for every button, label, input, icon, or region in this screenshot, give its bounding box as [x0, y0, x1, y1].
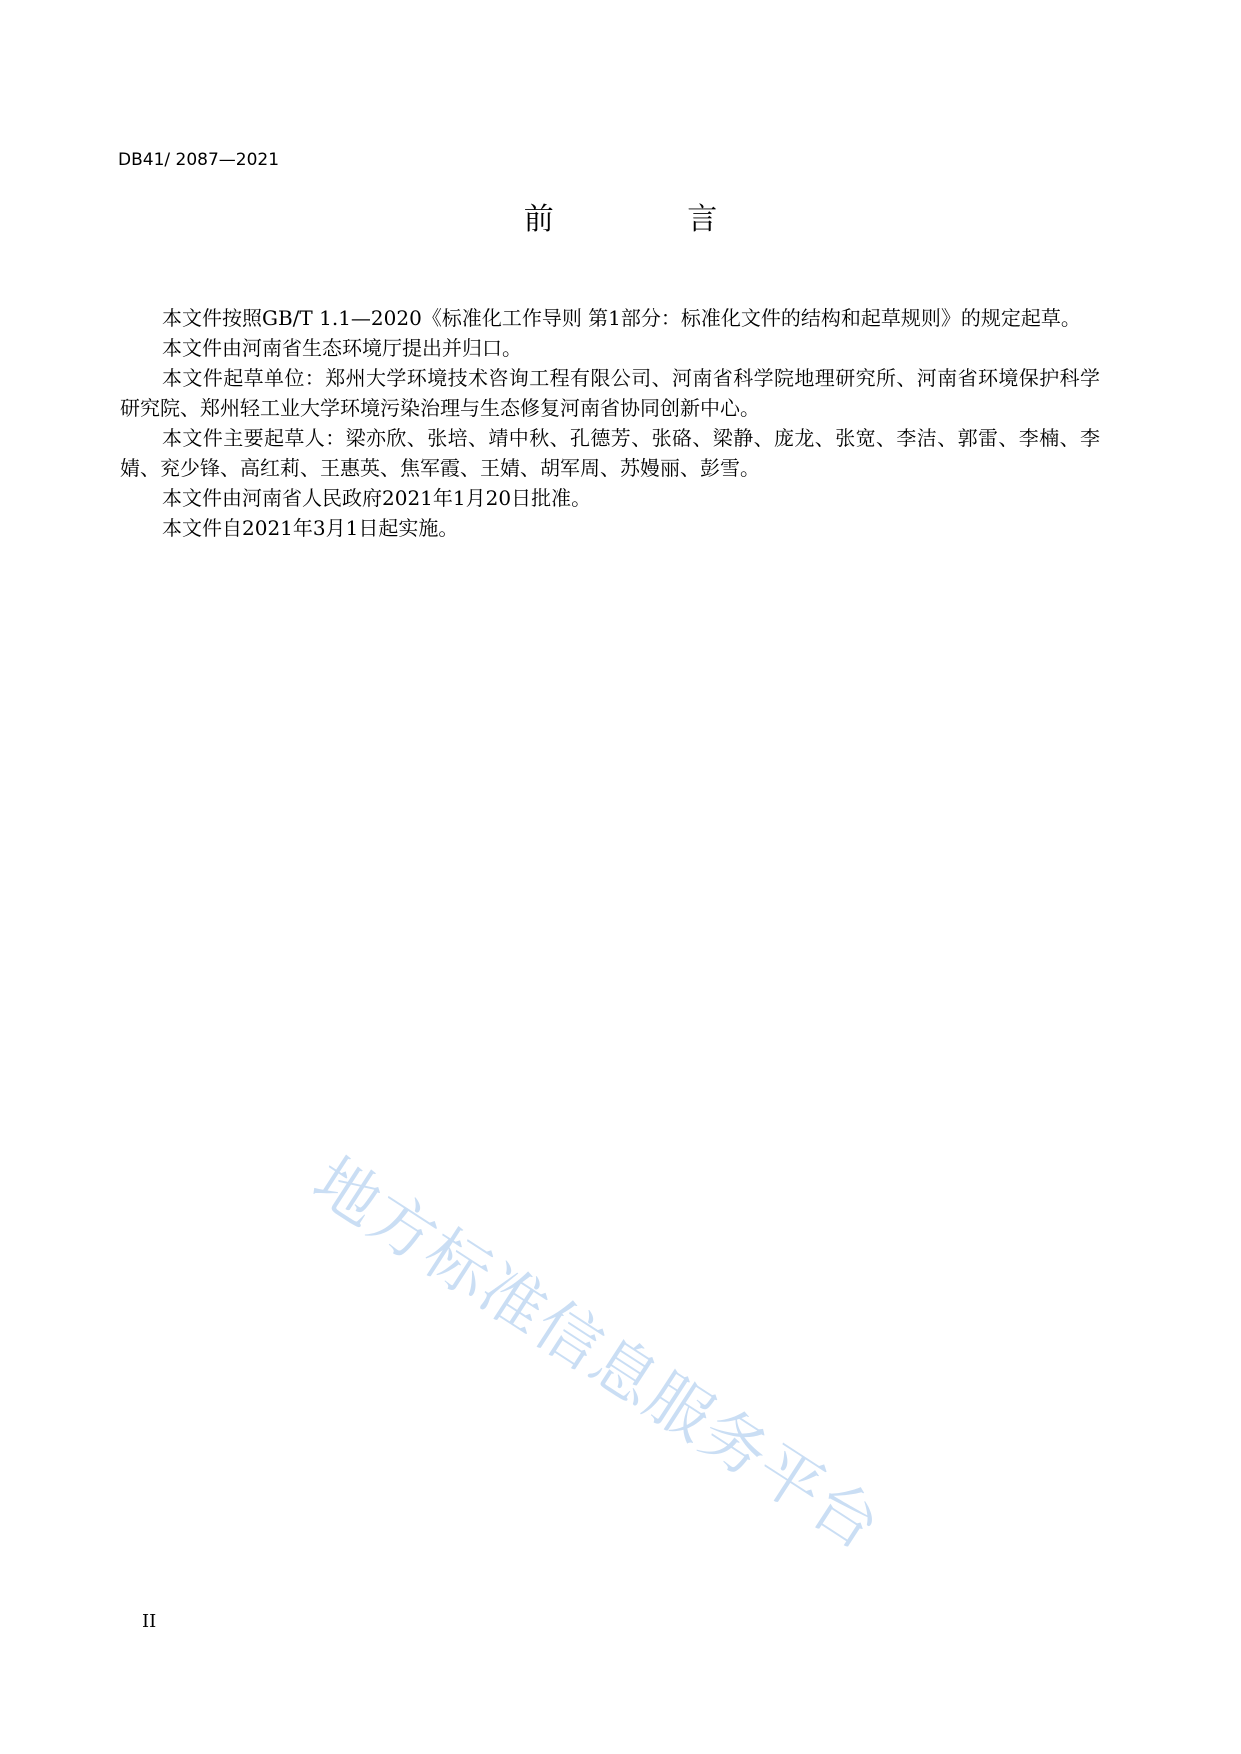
page-number: II — [142, 1611, 157, 1632]
paragraph-proposer: 本文件由河南省生态环境厅提出并归口。 — [162, 336, 522, 360]
foreword-body — [120, 303, 1100, 543]
page-title: 前 言 — [523, 202, 780, 237]
paragraph-effective-date: 本文件自2021年3月1日起实施。 — [162, 516, 459, 540]
document-code: DB41/ 2087—2021 — [118, 150, 280, 170]
paragraph-drafting-basis: 本文件按照GB/T 1.1—2020《标准化工作导则 第1部分：标准化文件的结构和起草规则》的规定起草。 — [162, 306, 1081, 330]
paragraph-approval: 本文件由河南省人民政府2021年1月20日批准。 — [162, 486, 592, 510]
watermark: 地方标准信息服务平台 — [299, 1143, 894, 1566]
paragraph-drafting-units: 本文件起草单位：郑州大学环境技术咨询工程有限公司、河南省科学院地理研究所、河南省环境保护科学研究院、郑州轻工业大学环境污染治理与生态修复河南省协同创新中心。 — [120, 366, 1100, 420]
paragraph-drafters: 本文件主要起草人：梁亦欣、张培、靖中秋、孔德芳、张硌、梁静、庞龙、张宽、李洁、郭雷、李楠、李婧、兖少锋、高红莉、王惠英、焦军霞、王婧、胡军周、苏嫚丽、彭雪。 — [120, 426, 1100, 480]
